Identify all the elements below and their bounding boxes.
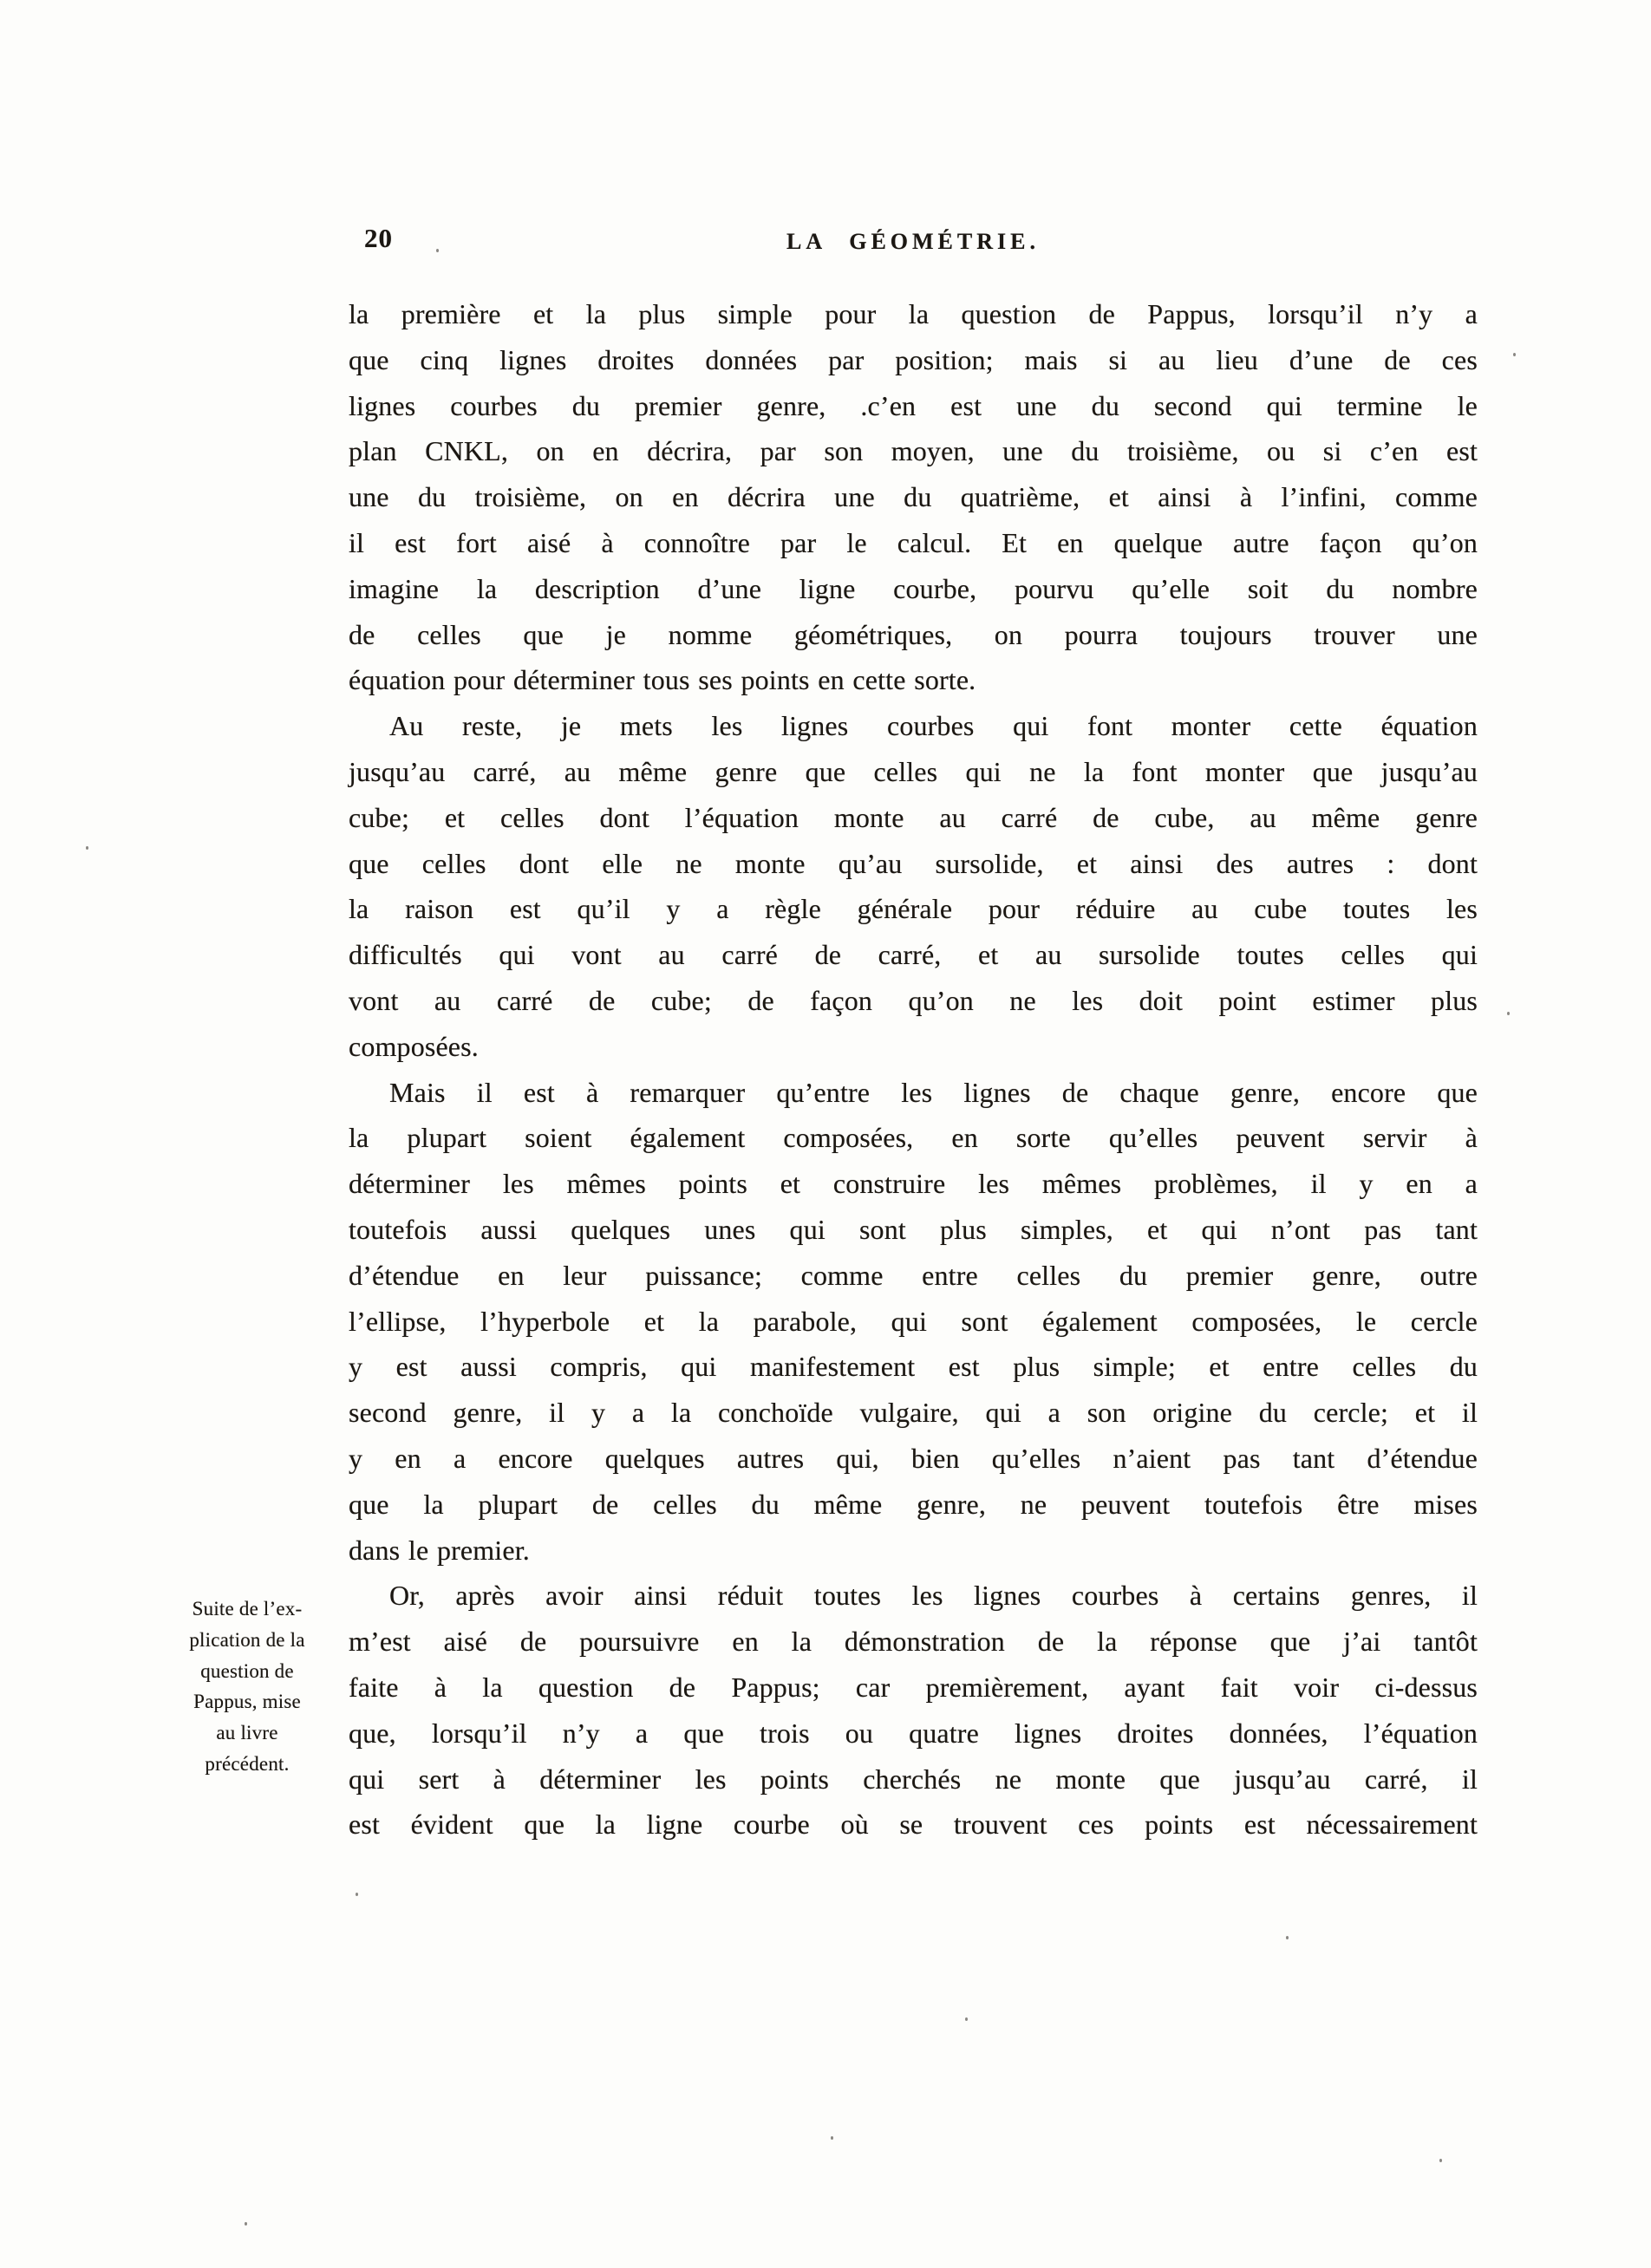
- text-line: composées.: [349, 1030, 479, 1062]
- text-line: que, lorsqu’il n’y a que trois ou quatre lignes droites données, l’équation: [349, 1717, 1478, 1749]
- scan-speck: [1439, 2159, 1442, 2162]
- margin-note-line: Suite de l’ex-: [192, 1598, 303, 1620]
- text-line: l’ellipse, l’hyperbole et la parabole, qui sont également composées, le cercle: [349, 1305, 1478, 1337]
- text-line: Or, après avoir ainsi réduit toutes les lignes courbes à certains genres, il: [389, 1580, 1478, 1612]
- scan-speck: [436, 249, 439, 252]
- paragraph: [349, 1070, 1478, 1574]
- scan-speck: [356, 1893, 358, 1896]
- text-line: dans le premier.: [349, 1534, 530, 1566]
- scan-speck: [965, 2017, 968, 2021]
- margin-note-line: au livre: [216, 1722, 278, 1744]
- text-line: qui sert à déterminer les points cherchés ne monte que jusqu’au carré, il: [349, 1763, 1478, 1795]
- text-line: la première et la plus simple pour la question de Pappus, lorsqu’il n’y a: [349, 298, 1478, 329]
- running-title: LA GÉOMÉTRIE.: [786, 229, 1040, 254]
- text-line: la plupart soient également composées, en sorte qu’elles peuvent servir à: [349, 1122, 1478, 1154]
- text-line: équation pour déterminer tous ses points en cette sorte.: [349, 664, 976, 696]
- text-line: Au reste, je mets les lignes courbes qui font monter cette équation: [389, 710, 1478, 742]
- text-line: difficultés qui vont au carré de carré, et au sursolide toutes celles qui: [349, 939, 1478, 971]
- text-line: déterminer les mêmes points et construire les mêmes problèmes, il y en a: [349, 1168, 1478, 1200]
- paragraph: [349, 291, 1478, 703]
- text-line: plan CNKL, on en décrira, par son moyen, une du troisième, ou si c’en est: [349, 435, 1478, 467]
- text-line: vont au carré de cube; de façon qu’on ne les doit point estimer plus: [349, 984, 1478, 1016]
- text-line: que celles dont elle ne monte qu’au sursolide, et ainsi des autres : dont: [349, 847, 1478, 879]
- body-text: [349, 291, 1478, 1848]
- text-line: imagine la description d’une ligne courbe, pourvu qu’elle soit du nombre: [349, 572, 1478, 604]
- text-line: il est fort aisé à connoître par le calcul. Et en quelque autre façon qu’on: [349, 526, 1478, 558]
- margin-note-line: Pappus, mise: [193, 1691, 301, 1713]
- text-line: y est aussi compris, qui manifestement est plus simple; et entre celles du: [349, 1351, 1478, 1383]
- text-line: y en a encore quelques autres qui, bien qu’elles n’aient pas tant d’étendue: [349, 1442, 1478, 1474]
- scan-speck: [1286, 1936, 1289, 1939]
- scan-speck: [245, 2222, 247, 2226]
- text-line: lignes courbes du premier genre, .c’en est une du second qui termine le: [349, 389, 1478, 421]
- scan-speck: [86, 846, 88, 850]
- text-line: m’est aisé de poursuivre en la démonstration de la réponse que j’ai tantôt: [349, 1626, 1478, 1658]
- text-line: Mais il est à remarquer qu’entre les lignes de chaque genre, encore que: [389, 1076, 1478, 1108]
- scan-speck: [1507, 1012, 1510, 1015]
- text-line: que cinq lignes droites données par position; mais si au lieu d’une de ces: [349, 343, 1478, 375]
- text-line: est évident que la ligne courbe où se trouvent ces points est nécessairement: [349, 1809, 1478, 1841]
- text-line: second genre, il y a la conchoïde vulgaire, qui a son origine du cercle; et il: [349, 1397, 1478, 1429]
- text-line: une du troisième, on en décrira une du quatrième, et ainsi à l’infini, comme: [349, 481, 1478, 513]
- scan-speck: [1513, 353, 1516, 356]
- page-number: 20: [364, 223, 393, 253]
- text-line: toutefois aussi quelques unes qui sont plus simples, et qui n’ont pas tant: [349, 1213, 1478, 1245]
- text-line: la raison est qu’il y a règle générale pour réduire au cube toutes les: [349, 893, 1478, 925]
- margin-note: [146, 1593, 349, 1780]
- text-line: que la plupart de celles du même genre, ne peuvent toutefois être mises: [349, 1488, 1478, 1520]
- margin-note-line: plication de la: [189, 1628, 305, 1651]
- scan-speck: [831, 2136, 833, 2140]
- text-line: de celles que je nomme géométriques, on pourra toujours trouver une: [349, 618, 1478, 650]
- text-line: d’étendue en leur puissance; comme entre celles du premier genre, outre: [349, 1259, 1478, 1291]
- margin-note-line: précédent.: [205, 1752, 290, 1775]
- paragraph: [349, 703, 1478, 1069]
- text-line: jusqu’au carré, au même genre que celles qui ne la font monter que jusqu’au: [349, 755, 1478, 787]
- text-line: cube; et celles dont l’équation monte au carré de cube, au même genre: [349, 801, 1478, 833]
- paragraph: [349, 1573, 1478, 1848]
- text-line: faite à la question de Pappus; car premièrement, ayant fait voir ci-dessus: [349, 1671, 1478, 1703]
- margin-note-line: question de: [200, 1659, 294, 1682]
